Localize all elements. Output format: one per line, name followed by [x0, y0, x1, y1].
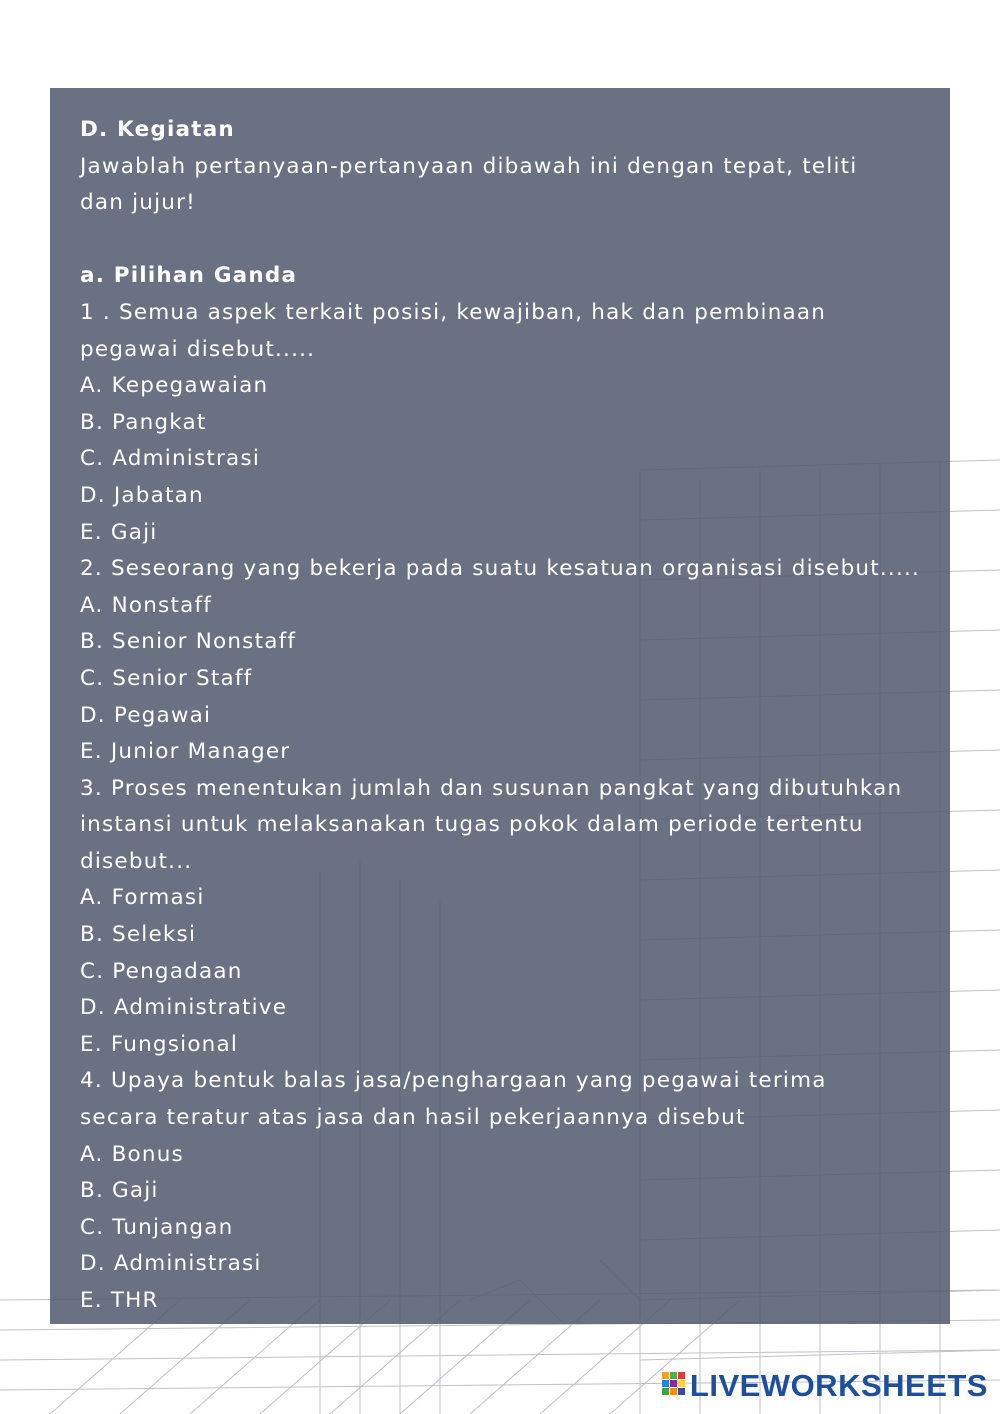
answer-option[interactable]: D. Jabatan — [80, 482, 204, 508]
answer-option[interactable]: E. Gaji — [80, 519, 158, 545]
question-text: 1 . Semua aspek terkait posisi, kewajiban, hak dan pembinaan pegawai disebut..... — [80, 299, 827, 362]
liveworksheets-grid-icon — [662, 1372, 686, 1400]
answer-option[interactable]: A. Nonstaff — [80, 592, 213, 618]
answer-option[interactable]: B. Seleksi — [80, 922, 197, 948]
question-text: 2. Seseorang yang bekerja pada suatu kesatuan organisasi disebut..... — [80, 556, 921, 582]
answer-option[interactable]: E. Junior Manager — [80, 739, 291, 765]
answer-option[interactable]: C. Tunjangan — [80, 1214, 234, 1240]
answer-option[interactable]: C. Pengadaan — [80, 958, 243, 984]
liveworksheets-logo — [662, 1368, 988, 1404]
answer-option[interactable]: D. Administrative — [80, 995, 288, 1021]
worksheet-content — [80, 112, 940, 1320]
answer-option[interactable]: B. Gaji — [80, 1178, 159, 1204]
answer-option[interactable]: A. Kepegawaian — [80, 373, 269, 399]
answer-option[interactable]: E. Fungsional — [80, 1031, 239, 1057]
answer-option[interactable]: A. Bonus — [80, 1141, 184, 1167]
answer-option[interactable]: C. Administrasi — [80, 446, 260, 472]
subsection-title: a. Pilihan Ganda — [80, 263, 298, 289]
question-text: 3. Proses menentukan jumlah dan susunan pangkat yang dibutuhkan instansi untuk melaksanakan tugas pokok dalam periode tertentu disebut... — [80, 775, 903, 874]
spacer — [80, 222, 940, 259]
answer-option[interactable]: E. THR — [80, 1288, 159, 1313]
instruction-text: Jawablah pertanyaan-pertanyaan dibawah ini dengan tepat, teliti dan jujur! — [80, 153, 858, 216]
answer-option[interactable]: D. Pegawai — [80, 702, 212, 728]
question-text: 4. Upaya bentuk balas jasa/penghargaan yang pegawai terima secara teratur atas jasa dan hasil pekerjaannya disebut — [80, 1068, 827, 1131]
section-title: D. Kegiatan — [80, 117, 235, 142]
answer-option[interactable]: D. Administrasi — [80, 1251, 262, 1277]
answer-option[interactable]: A. Formasi — [80, 885, 205, 911]
answer-option[interactable]: B. Pangkat — [80, 409, 207, 435]
logo-text: LIVEWORKSHEETS — [689, 1368, 988, 1403]
answer-option[interactable]: B. Senior Nonstaff — [80, 629, 297, 655]
answer-option[interactable]: C. Senior Staff — [80, 665, 253, 691]
